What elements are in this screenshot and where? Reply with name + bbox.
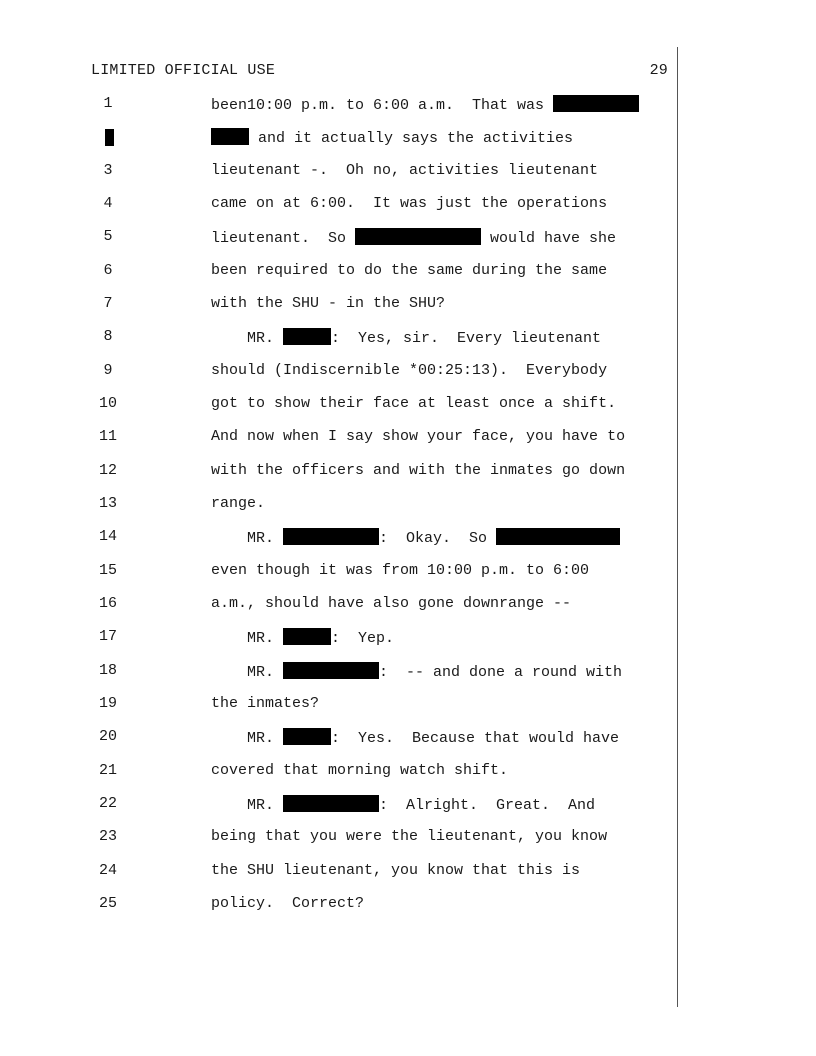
redaction-box	[283, 328, 331, 345]
redaction-box	[283, 528, 379, 545]
line-text: being that you were the lieutenant, you know	[211, 828, 608, 845]
line-number: 10	[98, 395, 117, 412]
line-number: 8	[103, 328, 113, 345]
line-number: 25	[98, 895, 117, 912]
transcript-line	[0, 262, 680, 284]
line-text: MR. : Yes, sir. Every lieutenant	[211, 330, 602, 347]
transcript-line	[0, 195, 680, 217]
transcript-line	[0, 562, 680, 584]
line-text: and it actually says the activities	[211, 128, 573, 147]
line-number: 1	[103, 95, 113, 112]
transcript-line	[0, 428, 680, 450]
line-text: MR. : Alright. Great. And	[211, 797, 596, 814]
line-text: lieutenant -. Oh no, activities lieutenant	[211, 162, 599, 179]
line-text: range.	[211, 495, 266, 512]
line-text: been required to do the same during the same	[211, 262, 608, 279]
transcript-line	[0, 95, 680, 117]
line-number: 12	[98, 462, 117, 479]
transcript-line	[0, 628, 680, 650]
line-text: with the SHU - in the SHU?	[211, 295, 446, 312]
line-text: MR. : Okay. So	[211, 528, 620, 547]
line-text: should (Indiscernible *00:25:13). Everybody	[211, 362, 608, 379]
line-text: got to show their face at least once a shift.	[211, 395, 617, 412]
transcript-line	[0, 595, 680, 617]
transcript-line	[0, 228, 680, 250]
line-text: the SHU lieutenant, you know that this is	[211, 862, 581, 879]
line-number: 9	[103, 362, 113, 379]
line-number: 13	[98, 495, 117, 512]
line-text: And now when I say show your face, you have to	[211, 428, 626, 445]
line-text: MR. : -- and done a round with	[211, 664, 623, 681]
line-number: 15	[98, 562, 117, 579]
transcript-line	[0, 895, 680, 917]
transcript-line	[0, 162, 680, 184]
line-number: 20	[98, 728, 117, 745]
transcript-line	[0, 662, 680, 684]
line-number: 18	[98, 662, 117, 679]
line-text: lieutenant. So would have she	[211, 230, 617, 247]
line-number: 7	[103, 295, 113, 312]
line-number: 23	[98, 828, 117, 845]
transcript-line	[0, 462, 680, 484]
line-number: 3	[103, 162, 113, 179]
classification-header: LIMITED OFFICIAL USE	[91, 62, 276, 79]
redaction-box	[355, 228, 481, 245]
redaction-box	[283, 795, 379, 812]
redaction-box	[283, 728, 331, 745]
redaction-box	[553, 95, 639, 112]
line-text: MR. : Yep.	[211, 630, 395, 647]
line-number: 5	[103, 228, 113, 245]
transcript-line	[0, 128, 680, 150]
transcript-line	[0, 828, 680, 850]
line-text: been10:00 p.m. to 6:00 a.m. That was	[211, 95, 639, 114]
line-text: covered that morning watch shift.	[211, 762, 509, 779]
line-number: 6	[103, 262, 113, 279]
transcript-line	[0, 328, 680, 350]
line-number: 4	[103, 195, 113, 212]
transcript-line	[0, 395, 680, 417]
line-text: with the officers and with the inmates go down	[211, 462, 626, 479]
transcript-line	[0, 862, 680, 884]
transcript-line	[0, 762, 680, 784]
redaction-box	[283, 662, 379, 679]
redaction-box	[283, 628, 331, 645]
transcript-line	[0, 295, 680, 317]
page-number: 29	[649, 62, 668, 79]
line-text: MR. : Yes. Because that would have	[211, 730, 620, 747]
line-text: even though it was from 10:00 p.m. to 6:00	[211, 562, 590, 579]
redaction-box	[211, 128, 249, 145]
transcript-line	[0, 728, 680, 750]
line-number: 17	[98, 628, 117, 645]
line-text: a.m., should have also gone downrange --	[211, 595, 572, 612]
line-text: policy. Correct?	[211, 895, 365, 912]
transcript-line	[0, 695, 680, 717]
transcript-line	[0, 362, 680, 384]
line-text: came on at 6:00. It was just the operations	[211, 195, 608, 212]
line-number: 19	[98, 695, 117, 712]
line-number: 24	[98, 862, 117, 879]
transcript-line	[0, 495, 680, 517]
line-number: 14	[98, 528, 117, 545]
redaction-box	[496, 528, 620, 545]
redaction-box	[105, 129, 114, 146]
line-number: 11	[98, 428, 117, 445]
line-number: 16	[98, 595, 117, 612]
line-text: the inmates?	[211, 695, 320, 712]
transcript-line	[0, 528, 680, 550]
line-number: 22	[98, 795, 117, 812]
line-number: 21	[98, 762, 117, 779]
transcript-line	[0, 795, 680, 817]
